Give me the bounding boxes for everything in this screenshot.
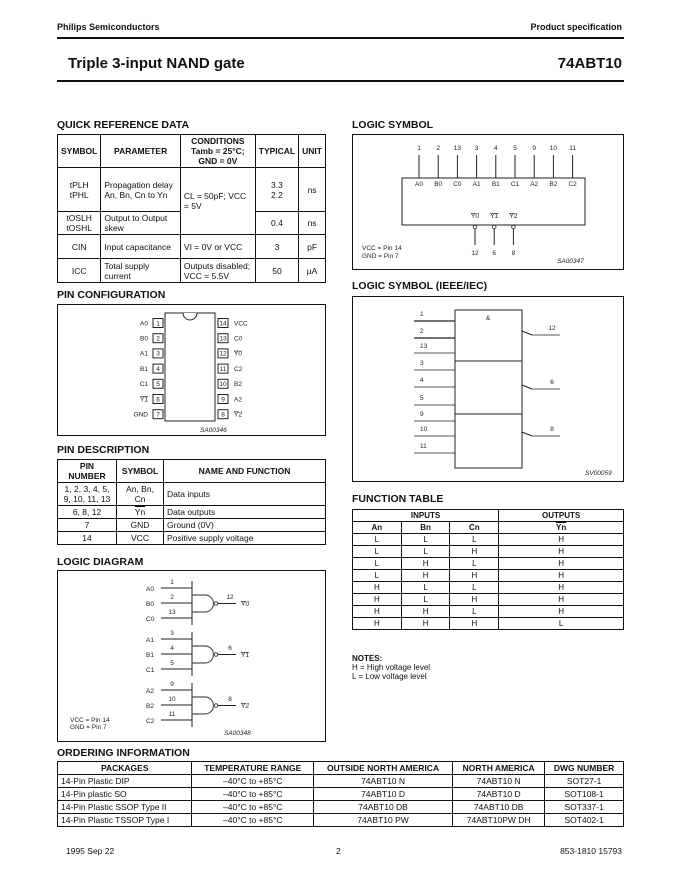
nand-gate xyxy=(192,646,214,663)
col-header: SYMBOL xyxy=(58,135,101,168)
input-label: A1 xyxy=(146,637,154,644)
input-label: C0 xyxy=(453,181,462,188)
cell: L xyxy=(401,546,450,558)
cell: 74ABT10 PW xyxy=(314,814,453,827)
cell: 50 xyxy=(255,259,298,283)
pin-number: 5 xyxy=(513,145,517,152)
pin-number: 10 xyxy=(168,696,176,703)
pin-number: 5 xyxy=(156,381,160,389)
and-symbol: & xyxy=(485,315,491,322)
col-header: UNIT xyxy=(299,135,326,168)
pin-number: 11 xyxy=(420,443,427,450)
section-heading: PIN CONFIGURATION xyxy=(57,289,166,301)
wire xyxy=(522,331,532,335)
cell: –40°C to +85°C xyxy=(192,814,314,827)
input-label: B0 xyxy=(146,601,154,608)
col-header: TYPICAL xyxy=(255,135,298,168)
col-header: NAME AND FUNCTION xyxy=(164,460,326,483)
pin-number: 9 xyxy=(170,681,174,688)
cell: –40°C to +85°C xyxy=(192,775,314,788)
pin-label: A0 xyxy=(140,320,148,328)
wire xyxy=(522,385,532,389)
cell: L xyxy=(353,546,402,558)
pin-label: VCC xyxy=(234,320,248,328)
input-label: C2 xyxy=(568,181,577,188)
pin-number: 14 xyxy=(219,320,227,328)
col-group-header: OUTPUTS xyxy=(499,510,624,522)
pin-label: Y2 xyxy=(234,411,242,419)
gnd-note: GND = Pin 7 xyxy=(70,724,107,731)
figure-code: SV00059 xyxy=(585,470,612,477)
col-group-header: INPUTS xyxy=(353,510,499,522)
cell: 3.3 2.2 xyxy=(255,168,298,212)
pin-number: 1 xyxy=(417,145,421,152)
pin-number: 10 xyxy=(219,381,227,389)
pin-number: 6 xyxy=(550,379,554,386)
cell: ICC xyxy=(58,259,101,283)
pin-number: 12 xyxy=(471,250,479,257)
input-label: B2 xyxy=(549,181,558,188)
cell: H xyxy=(401,570,450,582)
pin-number: 13 xyxy=(168,609,176,616)
pin-number: 5 xyxy=(170,660,174,667)
pin-label: C1 xyxy=(139,381,148,389)
pin-number: 1 xyxy=(420,311,424,318)
cell: Data outputs xyxy=(164,506,326,519)
pin-number: 8 xyxy=(228,696,232,703)
pin-number: 11 xyxy=(219,365,227,373)
pin-number: 9 xyxy=(221,396,225,404)
input-label: C0 xyxy=(146,616,155,623)
pin-number: 13 xyxy=(219,335,227,343)
page-title: Triple 3-input NAND gate xyxy=(68,55,245,72)
cell: L xyxy=(401,534,450,546)
footer-date: 1995 Sep 22 xyxy=(66,846,115,856)
footer-code: 853-1810 15793 xyxy=(560,846,622,856)
pin-number: 8 xyxy=(550,426,554,433)
pin-number: 11 xyxy=(168,711,176,718)
cell: Outputs disabled; VCC = 5.5V xyxy=(180,259,255,283)
cell: Positive supply voltage xyxy=(164,532,326,545)
cell: H xyxy=(401,606,450,618)
inversion-bubble xyxy=(214,704,218,708)
cell: L xyxy=(353,558,402,570)
figure-code: SA00346 xyxy=(200,427,227,434)
pin-number: 6 xyxy=(228,645,232,652)
output-label: Y0 xyxy=(471,213,479,220)
section-heading: QUICK REFERENCE DATA xyxy=(57,119,190,131)
cell: L xyxy=(401,582,450,594)
inversion-bubble xyxy=(214,653,218,657)
pin-number: 11 xyxy=(569,145,576,152)
cell: Data inputs xyxy=(164,483,326,506)
inversion-bubble xyxy=(512,225,516,229)
pin-number: 1 xyxy=(170,579,174,586)
cell: –40°C to +85°C xyxy=(192,788,314,801)
cell: CL = 50pF; VCC = 5V xyxy=(180,168,255,235)
col-header: PARAMETER xyxy=(101,135,181,168)
cell: H xyxy=(499,534,624,546)
input-label: C1 xyxy=(510,181,520,188)
cell: H xyxy=(353,582,402,594)
pin-number: 2 xyxy=(170,594,174,601)
col-header: DWG NUMBER xyxy=(545,762,624,775)
pin-number: 2 xyxy=(156,335,160,343)
cell: pF xyxy=(299,235,326,259)
doc-type: Product specification xyxy=(530,22,622,32)
note: H = High voltage level xyxy=(352,663,431,672)
col-header: Cn xyxy=(450,522,499,534)
note: L = Low voltage level xyxy=(352,672,427,681)
cell: H xyxy=(353,606,402,618)
gnd-note: GND = Pin 7 xyxy=(362,253,399,260)
vcc-note: VCC = Pin 14 xyxy=(362,245,402,252)
col-header: OUTSIDE NORTH AMERICA xyxy=(314,762,453,775)
col-header: CONDITIONS Tamb = 25°C; GND = 0V xyxy=(180,135,255,168)
section-heading: FUNCTION TABLE xyxy=(352,493,444,505)
pin-number: 2 xyxy=(420,328,424,335)
pin-number: 12 xyxy=(548,325,556,332)
nand-gate xyxy=(192,595,214,612)
section-heading: LOGIC DIAGRAM xyxy=(57,556,144,568)
cell: H xyxy=(401,618,450,630)
pin-label: GND xyxy=(133,411,148,419)
cell: H xyxy=(353,594,402,606)
inversion-bubble xyxy=(214,602,218,606)
pin-label: C0 xyxy=(234,335,243,343)
wire xyxy=(522,432,532,436)
company-name: Philips Semiconductors xyxy=(57,22,160,32)
cell: 0.4 xyxy=(255,212,298,235)
cell: 7 xyxy=(58,519,117,532)
cell: 6, 8, 12 xyxy=(58,506,117,519)
pin-number: 8 xyxy=(511,250,516,257)
cell: –40°C to +85°C xyxy=(192,801,314,814)
input-label: A2 xyxy=(146,688,154,695)
pin-number: 10 xyxy=(420,426,428,433)
col-header: $\overline{Yn}$ xyxy=(499,522,624,534)
cell: H xyxy=(353,618,402,630)
output-label: Y2 xyxy=(241,703,249,710)
pin-number: 7 xyxy=(156,411,160,419)
col-header: TEMPERATURE RANGE xyxy=(192,762,314,775)
cell: 74ABT10 N xyxy=(314,775,453,788)
figure-code: SA00347 xyxy=(557,258,584,265)
cell: Ground (0V) xyxy=(164,519,326,532)
pin-number: 13 xyxy=(420,343,428,350)
cell: ns xyxy=(299,212,326,235)
cell: 1, 2, 3, 4, 5, 9, 10, 11, 13 xyxy=(58,483,117,506)
pin-number: 12 xyxy=(226,594,234,601)
cell: ns xyxy=(299,168,326,212)
cell: SOT108-1 xyxy=(545,788,624,801)
cell: CIN xyxy=(58,235,101,259)
input-label: C2 xyxy=(146,718,155,725)
input-label: A0 xyxy=(415,181,423,188)
cell: µA xyxy=(299,259,326,283)
inversion-bubble xyxy=(473,225,477,229)
page-number: 2 xyxy=(336,846,341,856)
figure-code: SA00348 xyxy=(224,730,251,737)
cell: An, Bn, Cn xyxy=(117,483,164,506)
pin-number: 3 xyxy=(474,145,479,152)
pin-label: Y1 xyxy=(140,396,148,404)
pin-number: 9 xyxy=(532,145,537,152)
cell: H xyxy=(401,558,450,570)
output-label: Y1 xyxy=(241,652,249,659)
pin-number: 10 xyxy=(549,145,558,152)
cell: 74ABT10 D xyxy=(453,788,545,801)
pin-number: 3 xyxy=(420,360,424,367)
output-label: Y2 xyxy=(509,213,518,220)
section-heading: LOGIC SYMBOL (IEEE/IEC) xyxy=(352,280,488,292)
pin-number: 6 xyxy=(156,396,160,404)
cell: tOSLH tOSHL xyxy=(58,212,101,235)
cell: H xyxy=(499,606,624,618)
cell: 14-Pin Plastic SSOP Type II xyxy=(58,801,192,814)
cell: Total supply current xyxy=(101,259,181,283)
cell: L xyxy=(450,558,499,570)
pin-number: 9 xyxy=(420,411,424,418)
pin-number: 1 xyxy=(156,320,160,328)
notes-title: NOTES: xyxy=(352,654,383,663)
cell: 74ABT10 N xyxy=(453,775,545,788)
part-number: 74ABT10 xyxy=(557,55,622,72)
pin-number: 2 xyxy=(436,145,441,152)
pin-number: 12 xyxy=(219,350,227,358)
cell: VI = 0V or VCC xyxy=(180,235,255,259)
input-label: B2 xyxy=(146,703,154,710)
cell: Output to Output skew xyxy=(101,212,181,235)
section-heading: ORDERING INFORMATION xyxy=(57,747,190,759)
input-label: A0 xyxy=(146,586,154,593)
ic-body xyxy=(165,313,215,421)
cell: SOT337-1 xyxy=(545,801,624,814)
cell: 74ABT10 DB xyxy=(453,801,545,814)
cell: L xyxy=(499,618,624,630)
cell: L xyxy=(450,606,499,618)
cell: L xyxy=(401,594,450,606)
output-label: Y1 xyxy=(490,213,499,220)
cell: 14-Pin plastic SO xyxy=(58,788,192,801)
input-label: A1 xyxy=(472,181,481,188)
output-label: Y0 xyxy=(241,601,249,608)
cell: tPLH tPHL xyxy=(58,168,101,212)
ieee-body xyxy=(455,310,522,468)
cell: VCC xyxy=(117,532,164,545)
pin-label: B2 xyxy=(234,381,242,389)
col-header: Bn xyxy=(401,522,450,534)
pin-number: 5 xyxy=(420,395,424,402)
cell: Input capacitance xyxy=(101,235,181,259)
cell: 3 xyxy=(255,235,298,259)
pin-number: 4 xyxy=(156,365,160,373)
pin-number: 13 xyxy=(453,145,462,152)
section-heading: LOGIC SYMBOL xyxy=(352,119,434,131)
cell: 74ABT10 D xyxy=(314,788,453,801)
pin-number: 4 xyxy=(493,145,498,152)
cell: H xyxy=(450,570,499,582)
col-header: NORTH AMERICA xyxy=(453,762,545,775)
pin-label: Y0 xyxy=(234,350,242,358)
pin-number: 3 xyxy=(170,630,174,637)
cell: 14 xyxy=(58,532,117,545)
input-label: B1 xyxy=(491,181,500,188)
col-header: PIN NUMBER xyxy=(58,460,117,483)
pin-label: A1 xyxy=(140,350,148,358)
nand-gate xyxy=(192,697,214,714)
pin-number: 4 xyxy=(170,645,174,652)
cell: H xyxy=(499,570,624,582)
cell: H xyxy=(450,594,499,606)
cell: $\overline{Yn}$ xyxy=(117,506,164,519)
cell: L xyxy=(353,570,402,582)
cell: 14-Pin Plastic TSSOP Type I xyxy=(58,814,192,827)
cell: GND xyxy=(117,519,164,532)
input-label: B0 xyxy=(434,181,443,188)
col-header: SYMBOL xyxy=(117,460,164,483)
pin-number: 4 xyxy=(420,377,424,384)
input-label: C1 xyxy=(146,667,155,674)
cell: H xyxy=(499,582,624,594)
pin-number: 3 xyxy=(156,350,160,358)
pin-label: B1 xyxy=(140,365,148,373)
cell: SOT27-1 xyxy=(545,775,624,788)
pin-number: 6 xyxy=(492,250,497,257)
cell: SOT402-1 xyxy=(545,814,624,827)
col-header: An xyxy=(353,522,402,534)
cell: 14-Pin Plastic DIP xyxy=(58,775,192,788)
cell: H xyxy=(499,594,624,606)
inversion-bubble xyxy=(492,225,496,229)
cell: L xyxy=(450,582,499,594)
col-header: PACKAGES xyxy=(58,762,192,775)
cell: H xyxy=(499,546,624,558)
cell: 74ABT10 DB xyxy=(314,801,453,814)
pin-number: 8 xyxy=(221,411,225,419)
pin-label: C2 xyxy=(234,365,243,373)
vcc-note: VCC = Pin 14 xyxy=(70,717,110,724)
pin-label: A2 xyxy=(234,396,242,404)
cell: H xyxy=(499,558,624,570)
cell: Propagation delay An, Bn, Cn to Yn xyxy=(101,168,181,212)
cell: L xyxy=(353,534,402,546)
input-label: A2 xyxy=(530,181,539,188)
pin-label: B0 xyxy=(140,335,148,343)
section-heading: PIN DESCRIPTION xyxy=(57,444,150,456)
cell: H xyxy=(450,546,499,558)
cell: 74ABT10PW DH xyxy=(453,814,545,827)
cell: L xyxy=(450,534,499,546)
input-label: B1 xyxy=(146,652,154,659)
cell: H xyxy=(450,618,499,630)
